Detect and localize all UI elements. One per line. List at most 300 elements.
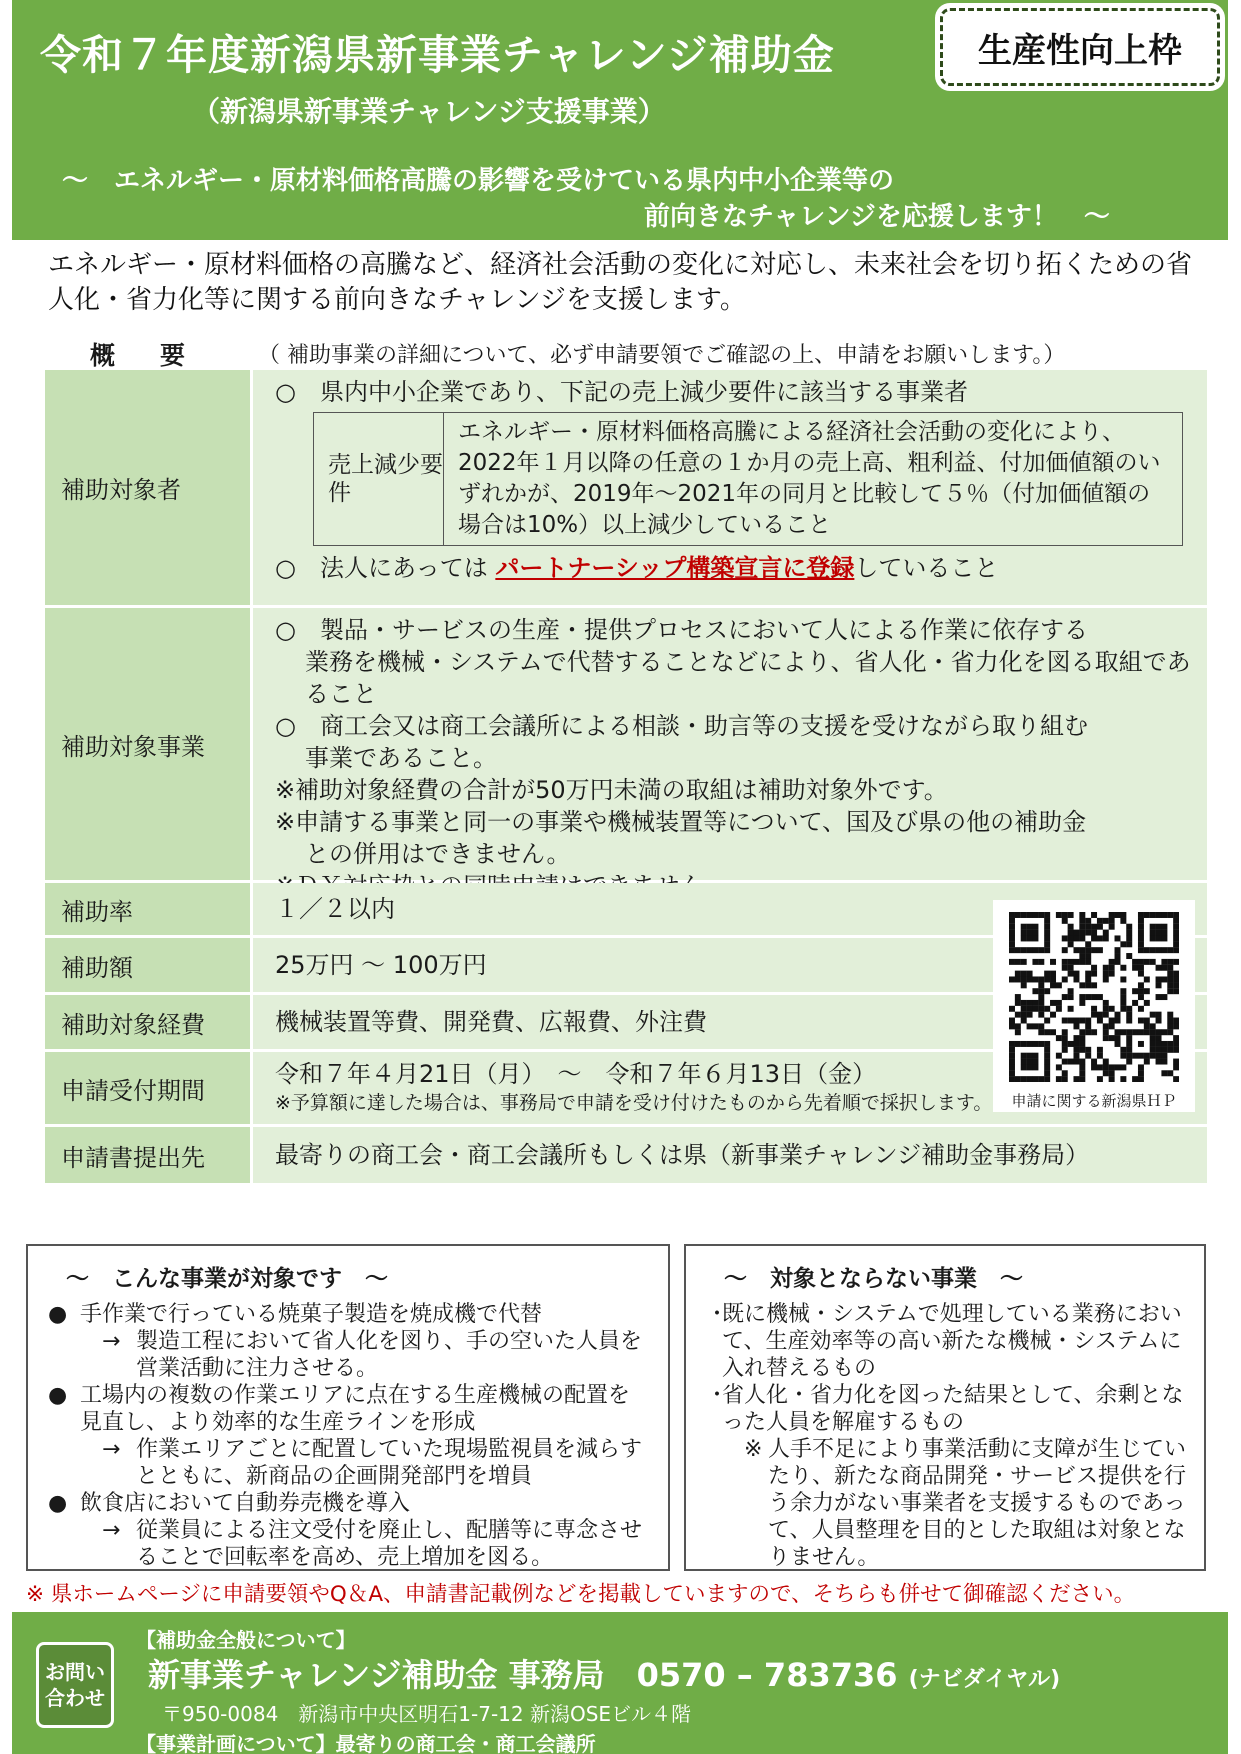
qr-module bbox=[1044, 1070, 1050, 1076]
qr-module bbox=[1038, 1012, 1044, 1018]
qr-module bbox=[1044, 988, 1050, 994]
qr-module bbox=[1115, 935, 1121, 941]
qr-module bbox=[1062, 994, 1068, 1000]
qr-module bbox=[1015, 1041, 1021, 1047]
qr-module bbox=[1167, 1023, 1173, 1029]
qr-module bbox=[1109, 912, 1115, 918]
qr-module bbox=[1150, 912, 1156, 918]
qr-module bbox=[1167, 976, 1173, 982]
requirement-label: 売上減少要件 bbox=[314, 413, 444, 545]
qr-module bbox=[1156, 1047, 1162, 1053]
qr-module bbox=[1009, 947, 1015, 953]
qr-module bbox=[1150, 1047, 1156, 1053]
list-item: ● 手作業で行っている焼菓子製造を焼成機で代替 bbox=[48, 1302, 543, 1327]
qr-module bbox=[1173, 1064, 1179, 1070]
qr-module bbox=[1103, 1035, 1109, 1041]
qr-module bbox=[1073, 1035, 1079, 1041]
qr-module bbox=[1150, 1029, 1156, 1035]
qr-module bbox=[1032, 1006, 1038, 1012]
qr-module bbox=[1044, 930, 1050, 936]
qr-module bbox=[1062, 1047, 1068, 1053]
qr-module bbox=[1138, 1064, 1144, 1070]
qr-module bbox=[1173, 1023, 1179, 1029]
qr-module bbox=[1073, 1018, 1079, 1024]
qr-module bbox=[1079, 1041, 1085, 1047]
qr-module bbox=[1062, 918, 1068, 924]
category-badge: 生産性向上枠 bbox=[940, 8, 1220, 86]
qr-module bbox=[1091, 912, 1097, 918]
qr-module bbox=[1126, 1006, 1132, 1012]
qr-module bbox=[1097, 924, 1103, 930]
list-item-result: → 作業エリアごとに配置していた現場監視員を減らすとともに、新商品の企画開発部門を増員 bbox=[102, 1437, 643, 1489]
ineligible-examples-box bbox=[684, 1244, 1206, 1571]
qr-module bbox=[1044, 1018, 1050, 1024]
qr-module bbox=[1138, 912, 1144, 918]
qr-module bbox=[1021, 924, 1027, 930]
qr-module bbox=[1150, 959, 1156, 965]
qr-module bbox=[1126, 935, 1132, 941]
qr-module bbox=[1068, 965, 1074, 971]
row-value: 機械装置等費、開発費、広報費、外注費 bbox=[253, 995, 1207, 1049]
qr-module bbox=[1027, 1041, 1033, 1047]
qr-module bbox=[1120, 1047, 1126, 1053]
qr-module bbox=[1085, 924, 1091, 930]
qr-module bbox=[1161, 976, 1167, 982]
qr-module bbox=[1079, 1029, 1085, 1035]
qr-module bbox=[1079, 924, 1085, 930]
qr-module bbox=[1044, 1029, 1050, 1035]
qr-module bbox=[1173, 1059, 1179, 1065]
page-subtitle: （新潟県新事業チャレンジ支援事業） bbox=[192, 95, 666, 128]
qr-module bbox=[1150, 935, 1156, 941]
qr-module bbox=[1103, 965, 1109, 971]
qr-module bbox=[1173, 930, 1179, 936]
qr-module bbox=[1062, 1059, 1068, 1065]
qr-module bbox=[1132, 965, 1138, 971]
qr-module bbox=[1132, 988, 1138, 994]
qr-module bbox=[1009, 1053, 1015, 1059]
qr-module bbox=[1068, 941, 1074, 947]
qr-module bbox=[1073, 1076, 1079, 1082]
qr-module bbox=[1038, 947, 1044, 953]
qr-module bbox=[1091, 1064, 1097, 1070]
qr-module bbox=[1068, 924, 1074, 930]
qr-module bbox=[1150, 930, 1156, 936]
qr-module bbox=[1173, 982, 1179, 988]
qr-module bbox=[1021, 930, 1027, 936]
qr-module bbox=[1115, 953, 1121, 959]
qr-module bbox=[1109, 918, 1115, 924]
qr-module bbox=[1044, 1076, 1050, 1082]
qr-module bbox=[1120, 1064, 1126, 1070]
qr-module bbox=[1132, 1076, 1138, 1082]
row-value: １／２以内 bbox=[253, 883, 1207, 935]
qr-module bbox=[1068, 1041, 1074, 1047]
qr-module bbox=[1167, 947, 1173, 953]
qr-module bbox=[1068, 1006, 1074, 1012]
list-item-result: → 従業員による注文受付を廃止し、配膳等に専念させることで回転率を高め、売上増加を図る。 bbox=[102, 1518, 643, 1570]
qr-module bbox=[1109, 1070, 1115, 1076]
qr-module bbox=[1156, 930, 1162, 936]
qr-module bbox=[1173, 959, 1179, 965]
qr-module bbox=[1109, 1023, 1115, 1029]
qr-module bbox=[1038, 1041, 1044, 1047]
qr-module bbox=[1032, 1041, 1038, 1047]
qr-module bbox=[1085, 930, 1091, 936]
qr-module bbox=[1073, 1053, 1079, 1059]
row-label: 補助率 bbox=[45, 883, 253, 935]
overview-note: （ 補助事業の詳細について、必ず申請要領でご確認の上、申請をお願いします。） bbox=[258, 343, 1066, 368]
page-title: 令和７年度新潟県新事業チャレンジ補助金 bbox=[40, 31, 835, 79]
qr-module bbox=[1032, 1076, 1038, 1082]
qr-module bbox=[1161, 1053, 1167, 1059]
qr-module bbox=[1109, 924, 1115, 930]
qr-module bbox=[1009, 1059, 1015, 1065]
qr-module bbox=[1156, 1018, 1162, 1024]
qr-module bbox=[1015, 971, 1021, 977]
office-phone[interactable]: 新事業チャレンジ補助金 事務局 0570 – 783736 (ナビダイヤル) bbox=[148, 1656, 1061, 1694]
qr-module bbox=[1091, 982, 1097, 988]
qr-module bbox=[1132, 1000, 1138, 1006]
qr-module bbox=[1138, 994, 1144, 1000]
qr-module bbox=[1085, 1023, 1091, 1029]
qr-module bbox=[1103, 1064, 1109, 1070]
qr-module bbox=[1161, 959, 1167, 965]
qr-module bbox=[1109, 965, 1115, 971]
qr-module bbox=[1156, 1029, 1162, 1035]
row-target bbox=[45, 370, 1207, 608]
qr-module bbox=[1115, 1012, 1121, 1018]
qr-module bbox=[1062, 947, 1068, 953]
qr-module bbox=[1015, 912, 1021, 918]
qr-module bbox=[1138, 1029, 1144, 1035]
qr-module bbox=[1173, 1018, 1179, 1024]
tagline-line2: 前向きなチャレンジを応援します！ ～ bbox=[644, 202, 1110, 232]
qr-module bbox=[1126, 1059, 1132, 1065]
qr-module bbox=[1038, 1029, 1044, 1035]
qr-module bbox=[1085, 947, 1091, 953]
qr-module bbox=[1115, 947, 1121, 953]
qr-module bbox=[1138, 1076, 1144, 1082]
qr-module bbox=[1120, 994, 1126, 1000]
qr-module bbox=[1156, 994, 1162, 1000]
qr-module bbox=[1085, 959, 1091, 965]
qr-module bbox=[1126, 1053, 1132, 1059]
qr-module bbox=[1120, 988, 1126, 994]
qr-module bbox=[1103, 1023, 1109, 1029]
qr-module bbox=[1161, 1047, 1167, 1053]
qr-module bbox=[1027, 1059, 1033, 1065]
qr-module bbox=[1032, 959, 1038, 965]
qr-module bbox=[1138, 1041, 1144, 1047]
qr-module bbox=[1079, 982, 1085, 988]
qr-module bbox=[1062, 1035, 1068, 1041]
qr-module bbox=[1173, 1076, 1179, 1082]
qr-module bbox=[1120, 941, 1126, 947]
qr-module bbox=[1173, 947, 1179, 953]
qr-module bbox=[1097, 1076, 1103, 1082]
qr-module bbox=[1156, 1053, 1162, 1059]
qr-module bbox=[1062, 1018, 1068, 1024]
eligible-examples-box bbox=[26, 1244, 670, 1571]
qr-module bbox=[1126, 1029, 1132, 1035]
qr-module bbox=[1021, 1059, 1027, 1065]
qr-module bbox=[1073, 1023, 1079, 1029]
qr-module bbox=[1156, 912, 1162, 918]
qr-module bbox=[1126, 1018, 1132, 1024]
list-item: ・ 省人化・省力化を図った結果として、余剰となった人員を解雇するもの bbox=[706, 1383, 1184, 1435]
qr-module bbox=[1044, 924, 1050, 930]
qr-module bbox=[1161, 924, 1167, 930]
qr-module bbox=[1009, 924, 1015, 930]
qr-module bbox=[1156, 1035, 1162, 1041]
qr-module bbox=[1079, 1064, 1085, 1070]
qr-module bbox=[1126, 1012, 1132, 1018]
row-label: 補助額 bbox=[45, 938, 253, 992]
qr-module bbox=[1156, 1012, 1162, 1018]
website-footnote: ※ 県ホームページに申請要領やQ＆A、申請書記載例などを掲載していますので、そちらも併せて御確認ください。 bbox=[26, 1582, 1136, 1607]
row-submit bbox=[45, 1127, 1207, 1183]
qr-module bbox=[1079, 953, 1085, 959]
qr-module bbox=[1144, 959, 1150, 965]
partnership-declaration-link[interactable]: パートナーシップ構築宣言に登録 bbox=[495, 554, 855, 582]
qr-module bbox=[1156, 947, 1162, 953]
qr-module bbox=[1115, 912, 1121, 918]
qr-module bbox=[1097, 1064, 1103, 1070]
qr-module bbox=[1115, 959, 1121, 965]
qr-module bbox=[1097, 918, 1103, 924]
qr-module bbox=[1044, 947, 1050, 953]
row-value bbox=[253, 370, 1207, 605]
qr-module bbox=[1097, 1018, 1103, 1024]
row-label: 申請書提出先 bbox=[45, 1127, 253, 1183]
qr-module bbox=[1167, 1041, 1173, 1047]
qr-module bbox=[1021, 1018, 1027, 1024]
qr-module bbox=[1115, 1018, 1121, 1024]
qr-module bbox=[1085, 918, 1091, 924]
qr-module bbox=[1167, 982, 1173, 988]
qr-module bbox=[1068, 994, 1074, 1000]
qr-module bbox=[1015, 1000, 1021, 1006]
qr-module bbox=[1115, 1029, 1121, 1035]
qr-module bbox=[1009, 918, 1015, 924]
qr-module bbox=[1009, 1047, 1015, 1053]
qr-module bbox=[1027, 947, 1033, 953]
qr-module bbox=[1056, 1000, 1062, 1006]
qr-module bbox=[1161, 935, 1167, 941]
qr-module bbox=[1015, 1029, 1021, 1035]
qr-module bbox=[1091, 971, 1097, 977]
qr-module bbox=[1015, 1076, 1021, 1082]
qr-module bbox=[1120, 1029, 1126, 1035]
qr-module bbox=[1144, 1029, 1150, 1035]
qr-module bbox=[1027, 935, 1033, 941]
qr-module bbox=[1144, 976, 1150, 982]
qr-module bbox=[1161, 965, 1167, 971]
qr-module bbox=[1091, 1059, 1097, 1065]
qr-module bbox=[1056, 1035, 1062, 1041]
qr-module bbox=[1009, 941, 1015, 947]
qr-module bbox=[1144, 1059, 1150, 1065]
qr-module bbox=[1050, 1029, 1056, 1035]
row-label: 申請受付期間 bbox=[45, 1052, 253, 1124]
qr-module bbox=[1021, 976, 1027, 982]
qr-module bbox=[1073, 959, 1079, 965]
qr-module bbox=[1138, 971, 1144, 977]
qr-module bbox=[1138, 988, 1144, 994]
qr-module bbox=[1167, 1070, 1173, 1076]
qr-module bbox=[1103, 1059, 1109, 1065]
qr-module bbox=[1103, 1070, 1109, 1076]
qr-module bbox=[1103, 971, 1109, 977]
qr-module bbox=[1085, 1029, 1091, 1035]
qr-module bbox=[1038, 1000, 1044, 1006]
intro-text: エネルギー・原材料価格の高騰など、経済社会活動の変化に対応し、未来社会を切り拓くための省人化・省力化等に関する前向きなチャレンジを支援します。 bbox=[48, 250, 1193, 315]
qr-module bbox=[1144, 947, 1150, 953]
qr-module bbox=[1085, 976, 1091, 982]
qr-module bbox=[1044, 1064, 1050, 1070]
qr-module bbox=[1156, 965, 1162, 971]
qr-module bbox=[1120, 1053, 1126, 1059]
qr-module bbox=[1091, 1029, 1097, 1035]
qr-module bbox=[1085, 953, 1091, 959]
qr-module bbox=[1161, 930, 1167, 936]
qr-module bbox=[1050, 1000, 1056, 1006]
qr-module bbox=[1056, 1064, 1062, 1070]
qr-module bbox=[1038, 1076, 1044, 1082]
qr-module bbox=[1167, 971, 1173, 977]
qr-module bbox=[1167, 1029, 1173, 1035]
qr-module bbox=[1173, 935, 1179, 941]
row-value: ○ 製品・サービスの生産・提供プロセスにおいて人による作業に依存する 業務を機械・システムで代替することなどにより、省人化・省力化を図る取組であること ○ 商工会又は商工会議所による相談・助言等の支援を受けながら取り組む 事業であること。 ※補助対象経費の合計が50万円未満の取組は補助対象外です。 ※申請する事業と同一の事業や機械装置等について、国及び県の他の補助金 との併用はできません。 bbox=[253, 608, 1207, 880]
qr-module bbox=[1062, 965, 1068, 971]
qr-module bbox=[1009, 976, 1015, 982]
qr-module bbox=[1103, 935, 1109, 941]
qr-module bbox=[1068, 959, 1074, 965]
overview-heading: 概 要 bbox=[90, 341, 196, 370]
qr-module bbox=[1038, 1006, 1044, 1012]
qr-module bbox=[1027, 924, 1033, 930]
qr-module bbox=[1138, 959, 1144, 965]
qr-module bbox=[1021, 1006, 1027, 1012]
qr-code-card[interactable] bbox=[993, 900, 1195, 1112]
qr-module bbox=[1079, 1047, 1085, 1053]
qr-module bbox=[1027, 976, 1033, 982]
qr-module bbox=[1027, 1000, 1033, 1006]
qr-module bbox=[1120, 1000, 1126, 1006]
qr-module bbox=[1109, 1064, 1115, 1070]
qr-module bbox=[1073, 935, 1079, 941]
qr-module bbox=[1103, 1006, 1109, 1012]
qr-module bbox=[1032, 1023, 1038, 1029]
qr-module bbox=[1150, 1023, 1156, 1029]
qr-module bbox=[1161, 1029, 1167, 1035]
qr-module bbox=[1167, 1047, 1173, 1053]
qr-module bbox=[1097, 994, 1103, 1000]
qr-module bbox=[1032, 930, 1038, 936]
qr-module bbox=[1062, 1076, 1068, 1082]
qr-module bbox=[1144, 1018, 1150, 1024]
qr-module bbox=[1126, 941, 1132, 947]
qr-module bbox=[1138, 941, 1144, 947]
qr-module bbox=[1044, 912, 1050, 918]
qr-module bbox=[1038, 982, 1044, 988]
qr-module bbox=[1126, 1047, 1132, 1053]
qr-module bbox=[1032, 1059, 1038, 1065]
qr-module bbox=[1032, 976, 1038, 982]
qr-module bbox=[1138, 947, 1144, 953]
qr-module bbox=[1144, 1023, 1150, 1029]
qr-module bbox=[1097, 1053, 1103, 1059]
qr-module bbox=[1027, 1076, 1033, 1082]
qr-module bbox=[1167, 988, 1173, 994]
qr-module bbox=[1144, 988, 1150, 994]
qr-module bbox=[1038, 988, 1044, 994]
qr-module bbox=[1138, 918, 1144, 924]
qr-module bbox=[1091, 930, 1097, 936]
qr-module bbox=[1050, 982, 1056, 988]
qr-module bbox=[1038, 959, 1044, 965]
qr-module bbox=[1138, 1053, 1144, 1059]
qr-module bbox=[1056, 982, 1062, 988]
qr-module bbox=[1132, 1029, 1138, 1035]
qr-module bbox=[1032, 1000, 1038, 1006]
qr-module bbox=[1038, 976, 1044, 982]
qr-code-icon[interactable] bbox=[1009, 912, 1179, 1082]
business-plan-inquiry: 【事業計画について】最寄りの商工会・商工会議所 bbox=[136, 1732, 596, 1754]
qr-module bbox=[1161, 947, 1167, 953]
qr-module bbox=[1032, 1064, 1038, 1070]
qr-module bbox=[1120, 976, 1126, 982]
qr-module bbox=[1009, 930, 1015, 936]
qr-module bbox=[1027, 1064, 1033, 1070]
qr-module bbox=[1091, 924, 1097, 930]
qr-module bbox=[1027, 1012, 1033, 1018]
qr-module bbox=[1132, 959, 1138, 965]
qr-module bbox=[1109, 971, 1115, 977]
qr-module bbox=[1173, 988, 1179, 994]
qr-module bbox=[1167, 959, 1173, 965]
qr-module bbox=[1161, 994, 1167, 1000]
qr-module bbox=[1009, 1070, 1015, 1076]
qr-module bbox=[1044, 1053, 1050, 1059]
qr-module bbox=[1021, 1012, 1027, 1018]
qr-module bbox=[1068, 1018, 1074, 1024]
qr-module bbox=[1044, 918, 1050, 924]
qr-module bbox=[1156, 924, 1162, 930]
qr-module bbox=[1079, 959, 1085, 965]
qr-module bbox=[1021, 1053, 1027, 1059]
qr-module bbox=[1038, 1023, 1044, 1029]
qr-module bbox=[1021, 935, 1027, 941]
qr-module bbox=[1156, 982, 1162, 988]
qr-module bbox=[1109, 1006, 1115, 1012]
qr-module bbox=[1173, 924, 1179, 930]
qr-module bbox=[1050, 959, 1056, 965]
eligible-title: ～ こんな事業が対象です ～ bbox=[66, 1266, 388, 1292]
qr-module bbox=[1138, 982, 1144, 988]
qr-module bbox=[1103, 1029, 1109, 1035]
row-value: 令和７年４月21日（月） ～ 令和７年６月13日（金） ※予算額に達した場合は、事務局で申請を受け付けたものから先着順で採択します。 bbox=[253, 1052, 1207, 1124]
qr-module bbox=[1103, 918, 1109, 924]
qr-module bbox=[1079, 1018, 1085, 1024]
qr-module bbox=[1021, 971, 1027, 977]
row-label: 補助対象経費 bbox=[45, 995, 253, 1049]
qr-module bbox=[1009, 1076, 1015, 1082]
qr-module bbox=[1091, 1006, 1097, 1012]
qr-module bbox=[1120, 965, 1126, 971]
qr-module bbox=[1079, 1076, 1085, 1082]
